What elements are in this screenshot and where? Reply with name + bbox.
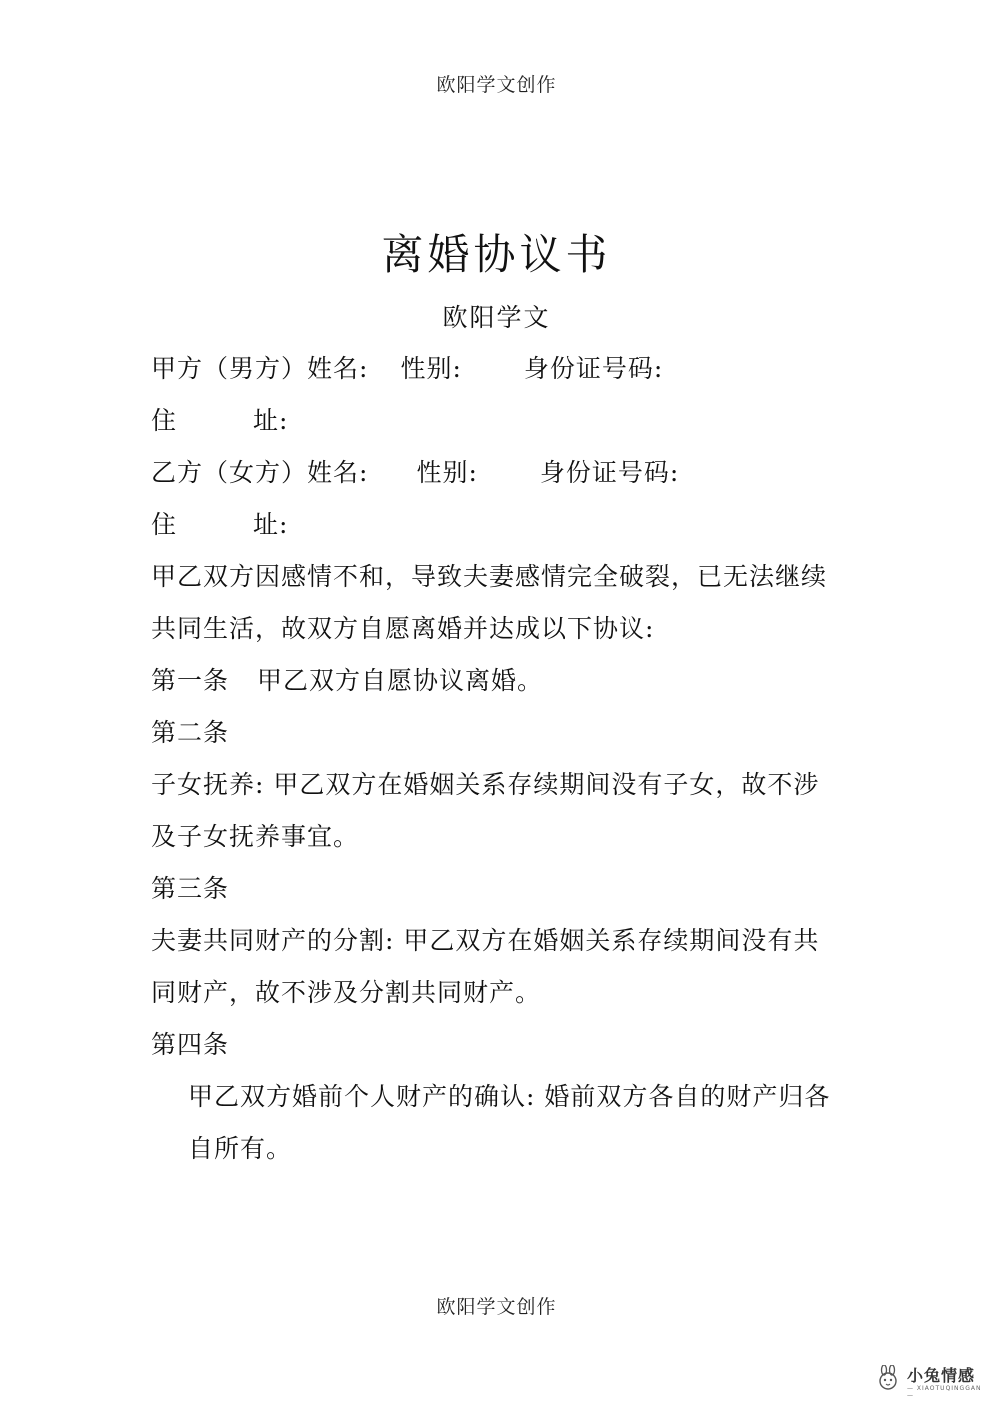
page-footer: 欧阳学文创作 [436,1296,557,1318]
article-1-heading: 第一条 [151,666,230,695]
article-3-line-1: 夫妻共同财产的分割: 甲乙双方在婚姻关系存续期间没有共 [151,926,820,955]
party-a-gender-label: 性别: [400,354,462,383]
article-2-line-1: 子女抚养: 甲乙双方在婚姻关系存续期间没有子女，故不涉 [151,770,820,799]
party-b-name-label: 乙方（女方）姓名: [151,458,369,487]
party-a-address-label-2: 址: [253,406,289,435]
document-author: 欧阳学文 [442,303,551,332]
party-b-gender-label: 性别: [416,458,478,487]
article-1-text: 甲乙双方自愿协议离婚。 [257,666,544,695]
article-2-line-2: 及子女抚养事宜。 [151,822,360,851]
party-a-id-label: 身份证号码: [523,354,664,383]
party-a-address-line [151,398,841,450]
rabbit-face-icon [875,1365,901,1391]
party-b-id-label: 身份证号码: [539,458,680,487]
party-a-name-label: 甲方（男方）姓名: [151,354,369,383]
party-b-address-label-1: 住 [151,510,178,539]
party-b-address-label-2: 址: [253,510,289,539]
intro-line-2: 共同生活，故双方自愿离婚并达成以下协议: [151,614,655,643]
watermark-name: 小兔情感 [907,1366,976,1385]
article-3-heading: 第三条 [151,874,230,903]
party-b-line [151,450,841,502]
document-title: 离婚协议书 [381,230,612,279]
article-4-heading: 第四条 [151,1030,230,1059]
article-2-heading: 第二条 [151,718,230,747]
party-b-address-line [151,502,841,554]
page-header: 欧阳学文创作 [436,74,557,96]
party-a-line [151,346,841,398]
article-4-line-1: 甲乙双方婚前个人财产的确认: 婚前双方各自的财产归各 [188,1082,831,1111]
party-a-address-label-1: 住 [151,406,178,435]
article-4-line-2: 自所有。 [188,1134,293,1163]
document-body [151,346,841,1178]
intro-line-1: 甲乙双方因感情不和，导致夫妻感情完全破裂，已无法继续 [151,562,828,591]
article-1-line [151,658,841,710]
watermark [873,1359,983,1399]
article-3-line-2: 同财产，故不涉及分割共同财产。 [151,978,542,1007]
watermark-subtitle: — XIAOTUQINGGAN — [907,1385,982,1399]
